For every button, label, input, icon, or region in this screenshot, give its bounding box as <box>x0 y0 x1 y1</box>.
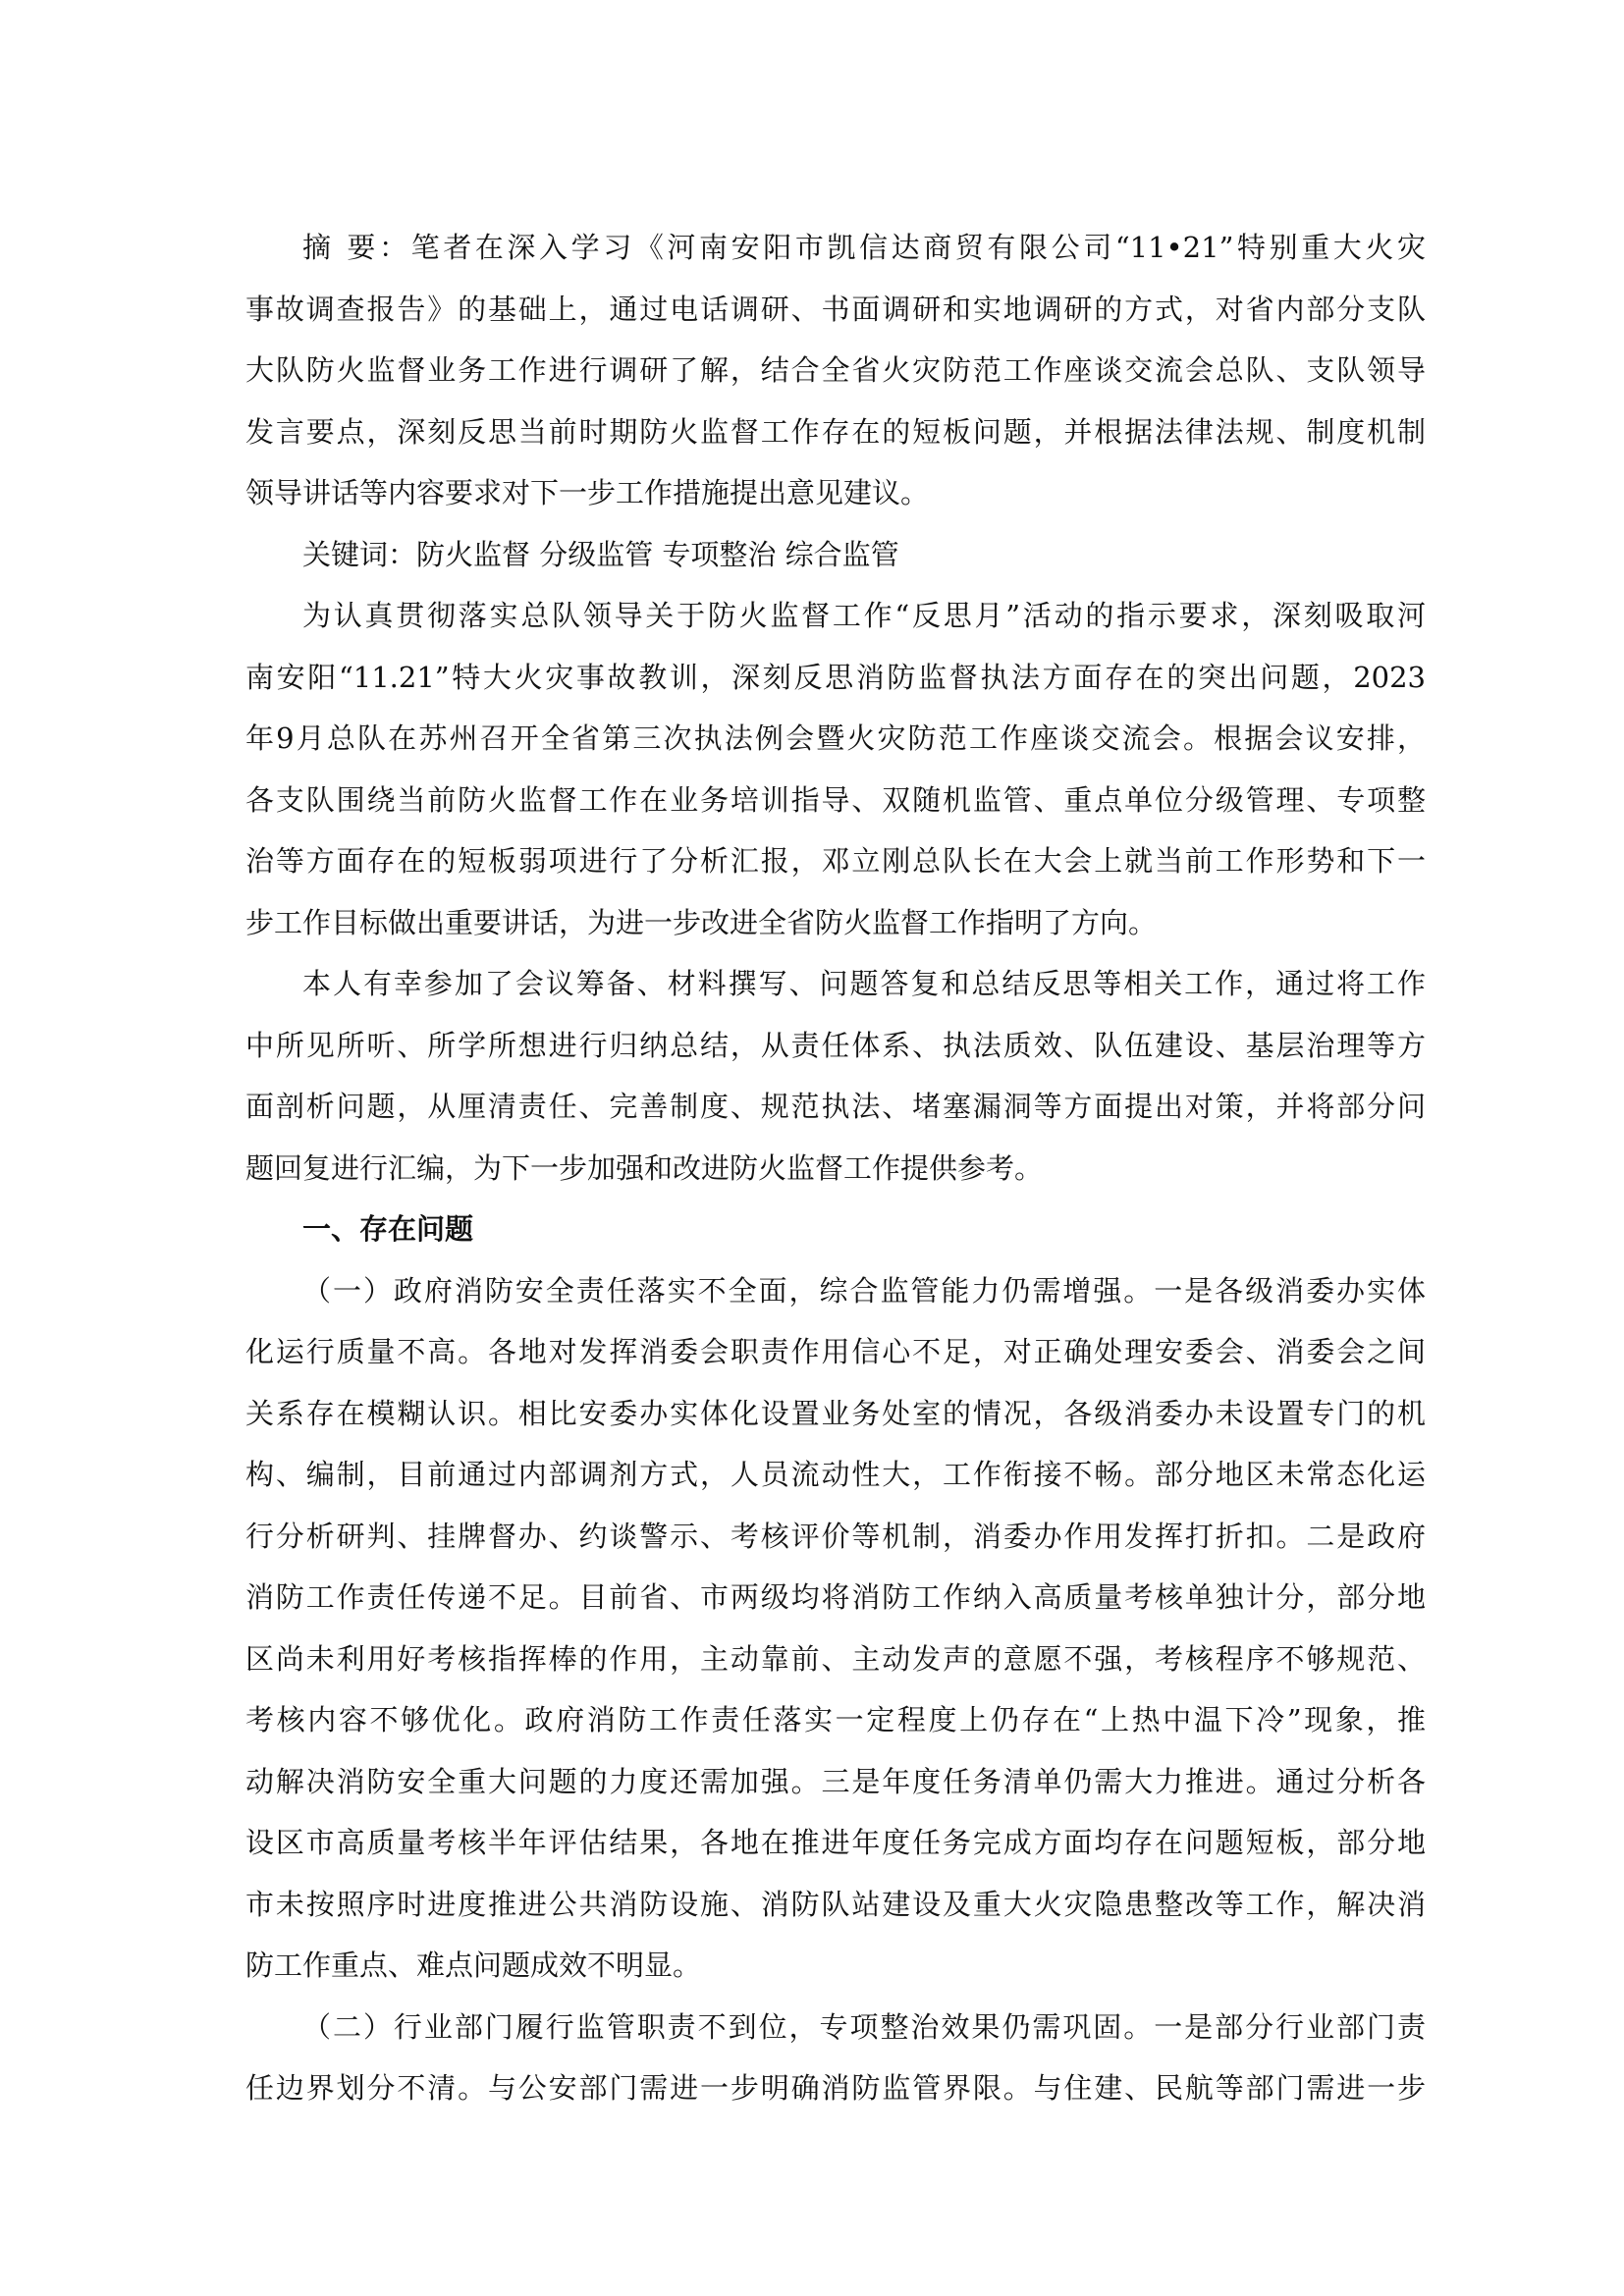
text-line: 设区市高质量考核半年评估结果，各地在推进年度任务完成方面均存在问题短板，部分地 <box>245 1826 1426 1859</box>
paragraph <box>245 1260 1426 1997</box>
paragraph <box>245 585 1426 953</box>
text-line: 面剖析问题，从厘清责任、完善制度、规范执法、堵塞漏洞等方面提出对策，并将部分问 <box>245 1090 1426 1123</box>
text-line: 摘 要：笔者在深入学习《河南安阳市凯信达商贸有限公司“11•21”特别重大火灾 <box>302 231 1426 264</box>
text-line: 消防工作责任传递不足。目前省、市两级均将消防工作纳入高质量考核单独计分，部分地 <box>245 1580 1426 1614</box>
text-line: 本人有幸参加了会议筹备、材料撰写、问题答复和总结反思等相关工作，通过将工作 <box>302 967 1426 1000</box>
text-line: 任边界划分不清。与公安部门需进一步明确消防监管界限。与住建、民航等部门需进一步 <box>245 2071 1426 2105</box>
paragraph <box>245 953 1426 1199</box>
text-line: 题回复进行汇编，为下一步加强和改进防火监督工作提供参考。 <box>245 1150 1044 1185</box>
text-line: 行分析研判、挂牌督办、约谈警示、考核评价等机制，消委办作用发挥打折扣。二是政府 <box>245 1519 1426 1553</box>
text-line: 市未按照序时进度推进公共消防设施、消防队站建设及重大火灾隐患整改等工作，解决消 <box>245 1887 1426 1921</box>
text-line: 中所见所听、所学所想进行归纳总结，从责任体系、执法质效、队伍建设、基层治理等方 <box>245 1028 1426 1062</box>
section-heading <box>245 1199 1426 1260</box>
text-line: 构、编制，目前通过内部调剂方式，人员流动性大，工作衔接不畅。部分地区未常态化运 <box>245 1458 1426 1491</box>
text-line: 考核内容不够优化。政府消防工作责任落实一定程度上仍存在“上热中温下冷”现象，推 <box>245 1703 1426 1736</box>
paragraph <box>245 217 1426 524</box>
paragraph <box>245 524 1426 586</box>
text-line: 治等方面存在的短板弱项进行了分析汇报，邓立刚总队长在大会上就当前工作形势和下一 <box>245 844 1426 878</box>
text-line: （一）政府消防安全责任落实不全面，综合监管能力仍需增强。一是各级消委办实体 <box>302 1273 1426 1308</box>
text-line: 关键词：防火监督 分级监管 专项整治 综合监管 <box>302 537 899 571</box>
document-page <box>245 217 1426 2119</box>
text-line: 事故调查报告》的基础上，通过电话调研、书面调研和实地调研的方式，对省内部分支队 <box>245 292 1426 326</box>
text-line: 领导讲话等内容要求对下一步工作措施提出意见建议。 <box>245 476 930 509</box>
text-line: （二）行业部门履行监管职责不到位，专项整治效果仍需巩固。一是部分行业部门责 <box>302 2009 1426 2044</box>
text-line: 发言要点，深刻反思当前时期防火监督工作存在的短板问题，并根据法律法规、制度机制 <box>245 414 1426 449</box>
text-line: 大队防火监督业务工作进行调研了解，结合全省火灾防范工作座谈交流会总队、支队领导 <box>245 353 1426 387</box>
text-line: 各支队围绕当前防火监督工作在业务培训指导、双随机监管、重点单位分级管理、专项整 <box>245 782 1426 817</box>
text-line: 关系存在模糊认识。相比安委办实体化设置业务处室的情况，各级消委办未设置专门的机 <box>245 1396 1426 1430</box>
text-line: 步工作目标做出重要讲话，为进一步改进全省防火监督工作指明了方向。 <box>245 905 1158 939</box>
text-line: 化运行质量不高。各地对发挥消委会职责作用信心不足，对正确处理安委会、消委会之间 <box>245 1335 1426 1368</box>
heading-text: 一、存在问题 <box>302 1212 474 1246</box>
text-line: 年9月总队在苏州召开全省第三次执法例会暨火灾防范工作座谈交流会。根据会议安排， <box>245 721 1426 755</box>
text-line: 南安阳“11.21”特大火灾事故教训，深刻反思消防监督执法方面存在的突出问题，2023 <box>245 660 1426 694</box>
paragraph <box>245 1997 1426 2119</box>
text-line: 区尚未利用好考核指挥棒的作用，主动靠前、主动发声的意愿不强，考核程序不够规范、 <box>245 1641 1426 1676</box>
text-line: 动解决消防安全重大问题的力度还需加强。三是年度任务清单仍需大力推进。通过分析各 <box>245 1764 1426 1798</box>
text-line: 为认真贯彻落实总队领导关于防火监督工作“反思月”活动的指示要求，深刻吸取河 <box>302 599 1426 632</box>
text-line: 防工作重点、难点问题成效不明显。 <box>245 1949 702 1982</box>
